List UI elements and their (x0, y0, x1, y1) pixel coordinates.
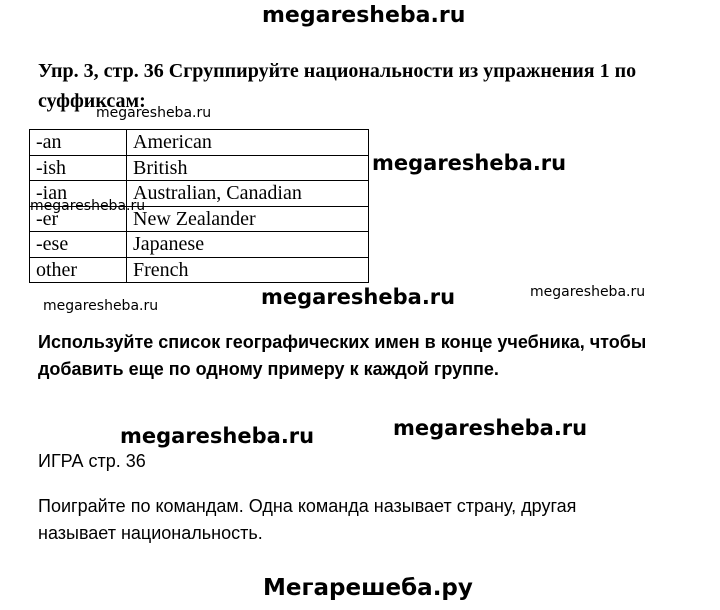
watermark: megaresheba.ru (30, 198, 146, 214)
watermark: megaresheba.ru (393, 416, 588, 440)
watermark: megaresheba.ru (530, 284, 646, 300)
table-row (30, 130, 369, 156)
table-row (30, 257, 369, 283)
watermark: megaresheba.ru (96, 105, 212, 121)
suffix-cell: -ish (30, 155, 127, 181)
nationality-cell: Australian, Canadian (127, 181, 369, 207)
suffix-cell: -ese (30, 232, 127, 258)
watermark: megaresheba.ru (120, 424, 315, 448)
game-title: ИГРА стр. 36 (38, 451, 146, 471)
nationality-cell: Japanese (127, 232, 369, 258)
suffix-cell: -an (30, 130, 127, 156)
watermark-bottom: Мегарешеба.ру (263, 575, 473, 601)
nationality-cell: French (127, 257, 369, 283)
nationality-cell: American (127, 130, 369, 156)
suffix-cell: other (30, 257, 127, 283)
watermark: megaresheba.ru (372, 151, 567, 175)
watermark: megaresheba.ru (43, 298, 159, 314)
nationality-cell: British (127, 155, 369, 181)
table-row (30, 232, 369, 258)
game-text: Поиграйте по командам. Одна команда называет страну, другая называет национальность. (38, 496, 577, 543)
table-row (30, 155, 369, 181)
instruction-text: Используйте список географических имен в конце учебника, чтобы добавить еще по одному примеру к каждой группе. (38, 332, 647, 379)
exercise-heading: Упр. 3, стр. 36 Сгруппируйте национальности из упражнения 1 по суффиксам: (38, 60, 637, 112)
watermark-top: megaresheba.ru (262, 3, 466, 28)
suffix-cell: -ian (30, 181, 127, 207)
nationality-cell: New Zealander (127, 206, 369, 232)
suffix-cell: -er (30, 206, 127, 232)
watermark: megaresheba.ru (261, 285, 456, 309)
